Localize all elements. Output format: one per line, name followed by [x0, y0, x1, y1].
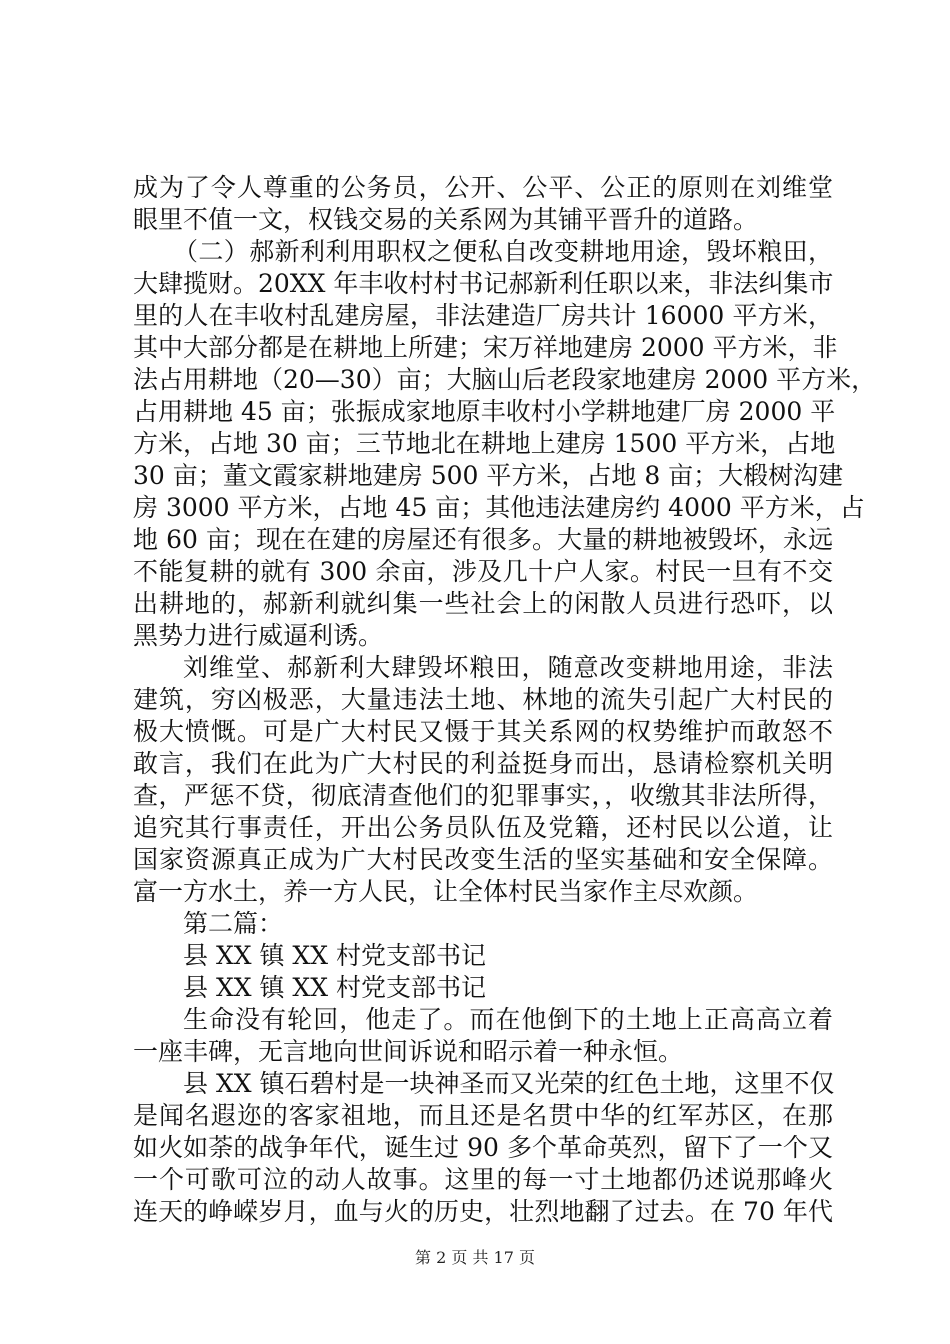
text-line: 追究其行事责任，开出公务员队伍及党籍，还村民以公道，让	[133, 813, 833, 842]
text-line: 是闻名遐迩的客家祖地，而且还是名贯中华的红军苏区，在那	[133, 1101, 833, 1130]
text-line: 连天的峥嵘岁月，血与火的历史，壮烈地翻了过去。在 70 年代	[133, 1197, 833, 1226]
text-line: 如火如荼的战争年代，诞生过 90 多个革命英烈，留下了一个又	[133, 1133, 833, 1162]
text-line: 地 60 亩；现在在建的房屋还有很多。大量的耕地被毁坏，永远	[133, 525, 833, 554]
text-line: 一个可歌可泣的动人故事。这里的每一寸土地都仍述说那峰火	[133, 1165, 833, 1194]
text-line: 大肆揽财。20XX 年丰收村村书记郝新利任职以来，非法纠集市	[133, 269, 834, 298]
text-line: 眼里不值一文，权钱交易的关系网为其铺平晋升的道路。	[133, 205, 759, 234]
text-line: 一座丰碑，无言地向世间诉说和昭示着一种永恒。	[133, 1037, 684, 1066]
text-line: 极大愤慨。可是广大村民又慑于其关系网的权势维护而敢怒不	[133, 717, 833, 746]
text-line: 县 XX 镇石碧村是一块神圣而又光荣的红色土地，这里不仅	[183, 1069, 835, 1098]
text-line: 刘维堂、郝新利大肆毁坏粮田，随意改变耕地用途，非法	[183, 653, 833, 682]
text-line: 县 XX 镇 XX 村党支部书记	[183, 941, 486, 970]
text-line: 国家资源真正成为广大村民改变生活的坚实基础和安全保障。	[133, 845, 833, 874]
text-line: 建筑，穷凶极恶，大量违法土地、林地的流失引起广大村民的	[133, 685, 833, 714]
text-line: 方米，占地 30 亩；三节地北在耕地上建房 1500 平方米，占地	[133, 429, 836, 458]
text-line: 房 3000 平方米，占地 45 亩；其他违法建房约 4000 平方米，占	[133, 493, 865, 522]
text-line: 不能复耕的就有 300 余亩，涉及几十户人家。村民一旦有不交	[133, 557, 833, 586]
text-line: 成为了令人尊重的公务员，公开、公平、公正的原则在刘维堂	[133, 173, 833, 202]
section-heading: 第二篇：	[183, 909, 284, 938]
text-line: 生命没有轮回，他走了。而在他倒下的土地上正高高立着	[183, 1005, 833, 1034]
text-line: 县 XX 镇 XX 村党支部书记	[183, 973, 486, 1002]
text-line: 占用耕地 45 亩；张振成家地原丰收村小学耕地建厂房 2000 平	[133, 397, 836, 426]
page-footer	[0, 1245, 950, 1268]
text-line: 法占用耕地（20—30）亩；大脑山后老段家地建房 2000 平方米，	[133, 365, 877, 394]
text-line: 查，严惩不贷，彻底清查他们的犯罪事实，，收缴其非法所得，	[133, 781, 833, 810]
page-number: 第 2 页 共 17 页	[415, 1248, 535, 1267]
document-body	[133, 172, 877, 1228]
text-line: 黑势力进行威逼利诱。	[133, 621, 384, 650]
text-line: 30 亩；董文霞家耕地建房 500 平方米，占地 8 亩；大椴树沟建	[133, 461, 844, 490]
text-line: （二）郝新利利用职权之便私自改变耕地用途，毁坏粮田，	[173, 237, 833, 266]
text-line: 敢言，我们在此为广大村民的利益挺身而出，恳请检察机关明	[133, 749, 833, 778]
text-line: 富一方水土，养一方人民，让全体村民当家作主尽欢颜。	[133, 877, 759, 906]
text-line: 其中大部分都是在耕地上所建；宋万祥地建房 2000 平方米，非	[133, 333, 838, 362]
text-line: 出耕地的，郝新利就纠集一些社会上的闲散人员进行恐吓，以	[133, 589, 833, 618]
text-line: 里的人在丰收村乱建房屋，非法建造厂房共计 16000 平方米，	[133, 301, 833, 330]
